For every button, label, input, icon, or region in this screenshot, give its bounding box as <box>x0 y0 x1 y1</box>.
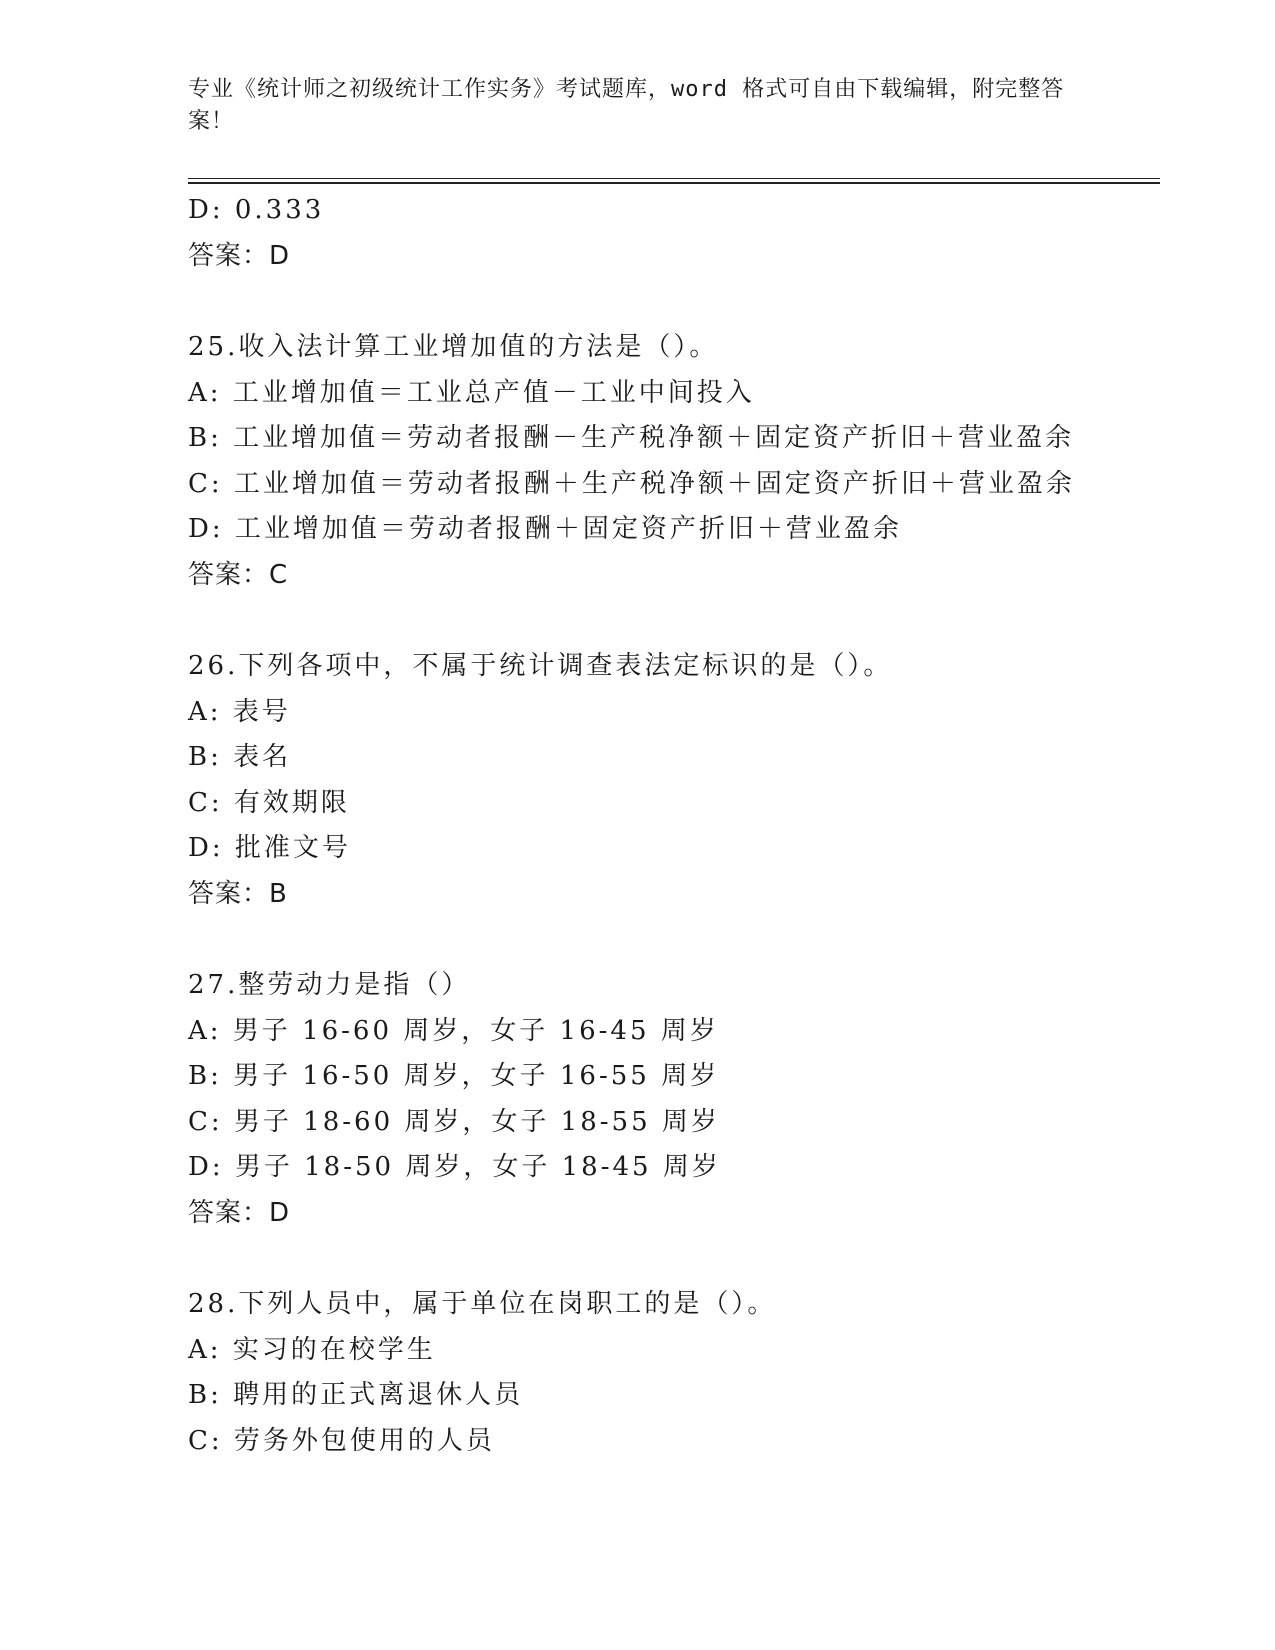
spacer <box>188 279 1148 325</box>
option-a: A: 实习的在校学生 <box>188 1334 436 1365</box>
option-d: D: 男子 18-50 周岁，女子 18-45 周岁 <box>188 1152 721 1182</box>
option-d: D: 工业增加值＝劳动者报酬＋固定资产折旧＋营业盈余 <box>188 514 902 544</box>
question-list <box>188 188 1148 1464</box>
option-d: D: 0.333 <box>188 195 325 225</box>
option-c: C: 男子 18-60 周岁，女子 18-55 周岁 <box>188 1106 720 1137</box>
option-c: C: 劳务外包使用的人员 <box>188 1425 495 1456</box>
question-stem: 26.下列各项中，不属于统计调查表法定标识的是（）。 <box>188 651 893 681</box>
option-b: B: 工业增加值＝劳动者报酬－生产税净额＋固定资产折旧＋营业盈余 <box>188 423 1075 453</box>
question-stem: 27.整劳动力是指（） <box>188 970 471 1000</box>
option-a: A: 表号 <box>188 696 291 727</box>
option-a: A: 男子 16-60 周岁，女子 16-45 周岁 <box>188 1015 719 1046</box>
option-b: B: 表名 <box>188 742 292 772</box>
answer: 答案：C <box>188 559 289 590</box>
answer: 答案：D <box>188 240 291 271</box>
spacer <box>188 1236 1148 1282</box>
question-stem: 25.收入法计算工业增加值的方法是（）。 <box>188 332 719 362</box>
header-rule-thick <box>188 182 1160 184</box>
option-b: B: 男子 16-50 周岁，女子 16-55 周岁 <box>188 1061 720 1091</box>
answer: 答案：D <box>188 1197 291 1228</box>
option-c: C: 工业增加值＝劳动者报酬＋生产税净额＋固定资产折旧＋营业盈余 <box>188 468 1075 499</box>
header-rule-thin <box>188 178 1160 179</box>
question-stem: 28.下列人员中，属于单位在岗职工的是（）。 <box>188 1289 777 1319</box>
option-d: D: 批准文号 <box>188 833 351 863</box>
spacer <box>188 917 1148 963</box>
option-c: C: 有效期限 <box>188 787 350 818</box>
answer: 答案：B <box>188 878 288 909</box>
spacer <box>188 598 1148 644</box>
document-header: 专业《统计师之初级统计工作实务》考试题库，word 格式可自由下载编辑，附完整答案！ <box>188 77 1065 134</box>
option-b: B: 聘用的正式离退休人员 <box>188 1380 524 1410</box>
option-a: A: 工业增加值＝工业总产值－工业中间投入 <box>188 377 755 408</box>
